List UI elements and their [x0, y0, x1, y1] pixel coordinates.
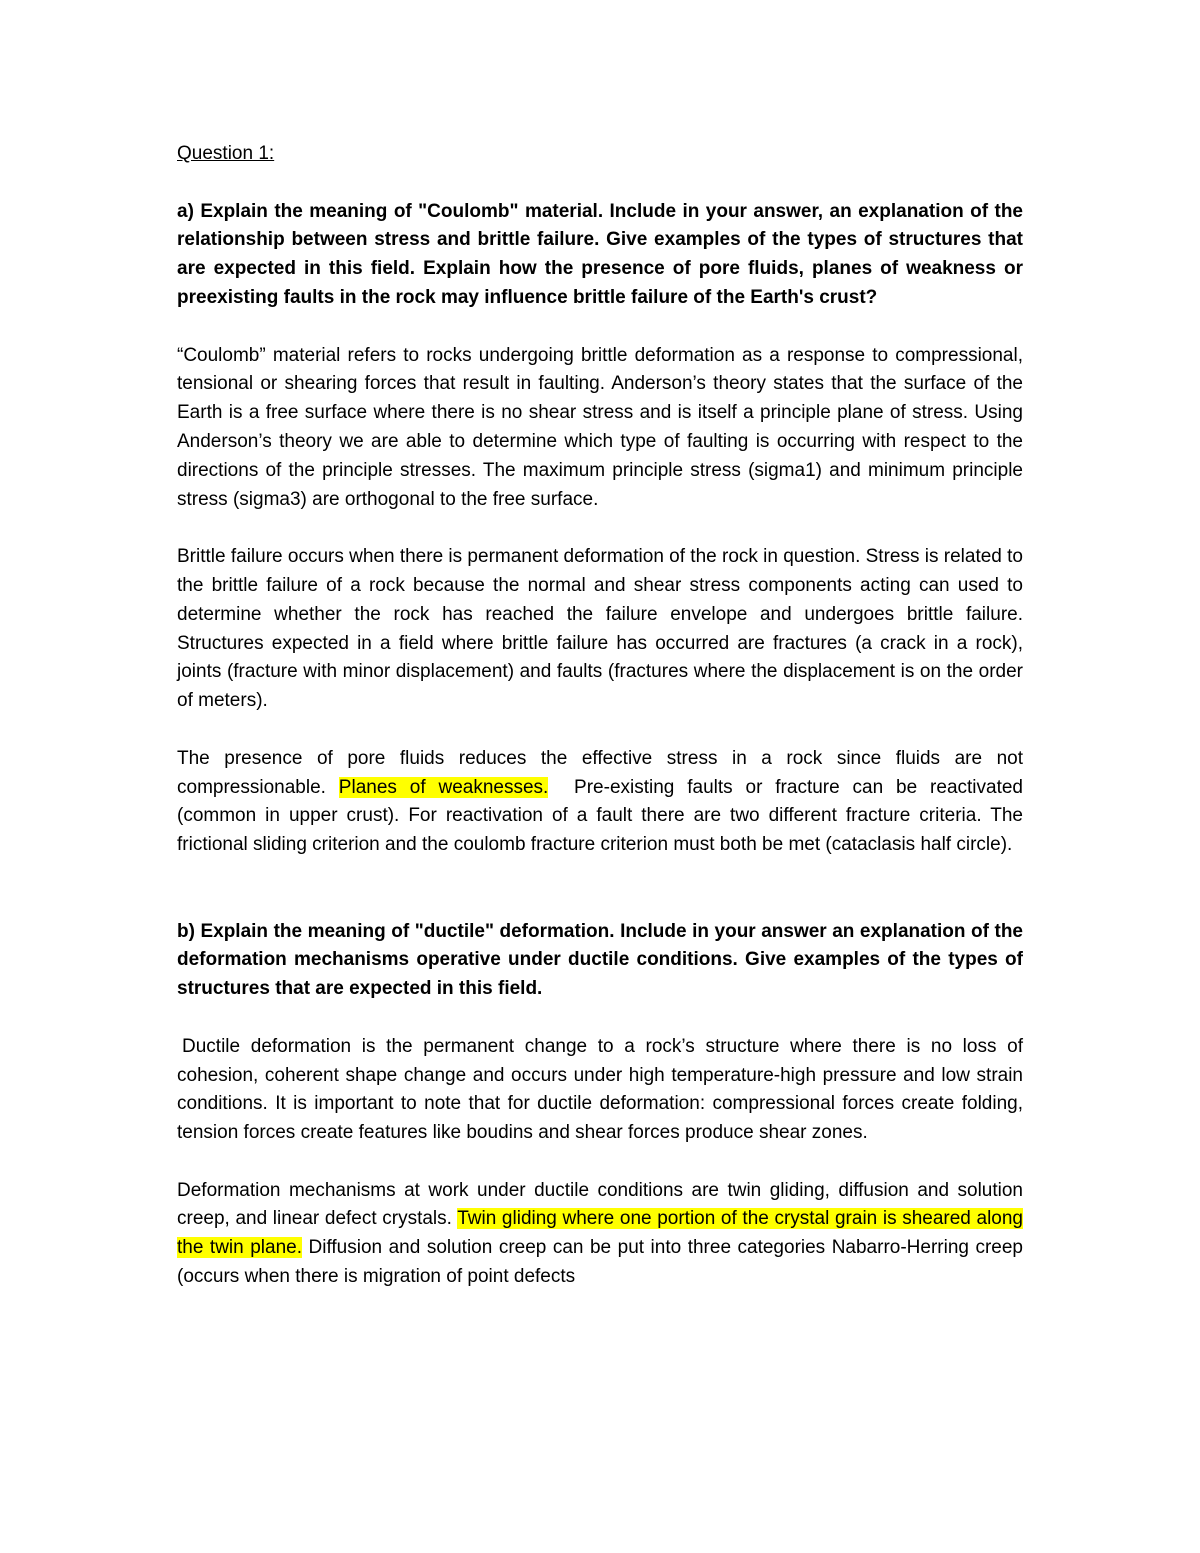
- part-a-answer-paragraph-1: “Coulomb” material refers to rocks undergoing brittle deformation as a response to compressional, tensional or shearing forces that result in faulting. Anderson’s theory states that the surface of the Earth is a free surface where there is no shear stress and is itself a principle plane of stress. Using Anderson’s theory we are able to determine which type of faulting is occurring with respect to the directions of the principle stresses. The maximum principle stress (sigma1) and minimum principle stress (sigma3) are orthogonal to the free surface.: [177, 344, 1023, 510]
- paragraph-text: Ductile deformation is the permanent change to a rock’s structure where there is no loss of cohesion, coherent shape change and occurs under high temperature-high pressure and low strain conditions. It is important to note that for ductile deformation: compressional forces create folding, tension forces create features like boudins and shear forces produce shear zones.: [177, 1035, 1023, 1144]
- part-a-prompt: a) Explain the meaning of "Coulomb" material. Include in your answer, an explanation of the relationship between stress and brittle failure. Give examples of the types of structures that are expected in this field. Explain how the presence of pore fluids, planes of weakness or preexisting faults in the rock may influence brittle failure of the Earth's crust?: [177, 200, 1023, 308]
- document-page: [177, 140, 1023, 1292]
- spacer: [177, 169, 1023, 198]
- spacer: [177, 514, 1023, 543]
- paragraph-text: Deformation mechanisms at work under ductile conditions are twin gliding, diffusion and solution creep, and linear defect crystals.: [177, 1179, 1023, 1230]
- part-a-answer-paragraph-2: Brittle failure occurs when there is permanent deformation of the rock in question. Stress is related to the brittle failure of a rock because the normal and shear stress components acting can used to determine whether the rock has reached the failure envelope and undergoes brittle failure. Structures expected in a field where brittle failure has occurred are fractures (a crack in a rock), joints (fracture with minor displacement) and faults (fractures where the displacement is on the order of meters).: [177, 546, 1023, 712]
- spacer: [177, 1148, 1023, 1177]
- spacer: [177, 716, 1023, 745]
- part-b-answer-paragraph-1: [177, 1033, 1023, 1148]
- spacer: [177, 1004, 1023, 1033]
- highlighted-text: Planes of weaknesses.: [338, 776, 549, 798]
- question-title: Question 1:: [177, 143, 275, 164]
- part-b-answer-paragraph-2: [177, 1177, 1023, 1292]
- spacer: [177, 313, 1023, 342]
- highlighted-text: Twin gliding where one portion of the crystal grain is sheared along the twin plane.: [177, 1208, 1023, 1259]
- part-b-prompt: b) Explain the meaning of "ductile" deformation. Include in your answer an explanation of the deformation mechanisms operative under ductile conditions. Give examples of the types of structures that are expected in this field.: [177, 920, 1023, 1000]
- paragraph-text: The presence of pore fluids reduces the effective stress in a rock since fluids are not compressionable.: [177, 747, 1023, 798]
- paragraph-text: Diffusion and solution creep can be put into three categories Nabarro-Herring creep (occurs when there is migration of point defects: [177, 1237, 1023, 1288]
- paragraph-text: Pre-existing faults or fracture can be reactivated (common in upper crust). For reactivation of a fault there are two different fracture criteria. The frictional sliding criterion and the coulomb fracture criterion must both be met (cataclasis half circle).: [177, 776, 1023, 856]
- part-a-answer-paragraph-3: [177, 745, 1023, 860]
- spacer: [177, 860, 1023, 918]
